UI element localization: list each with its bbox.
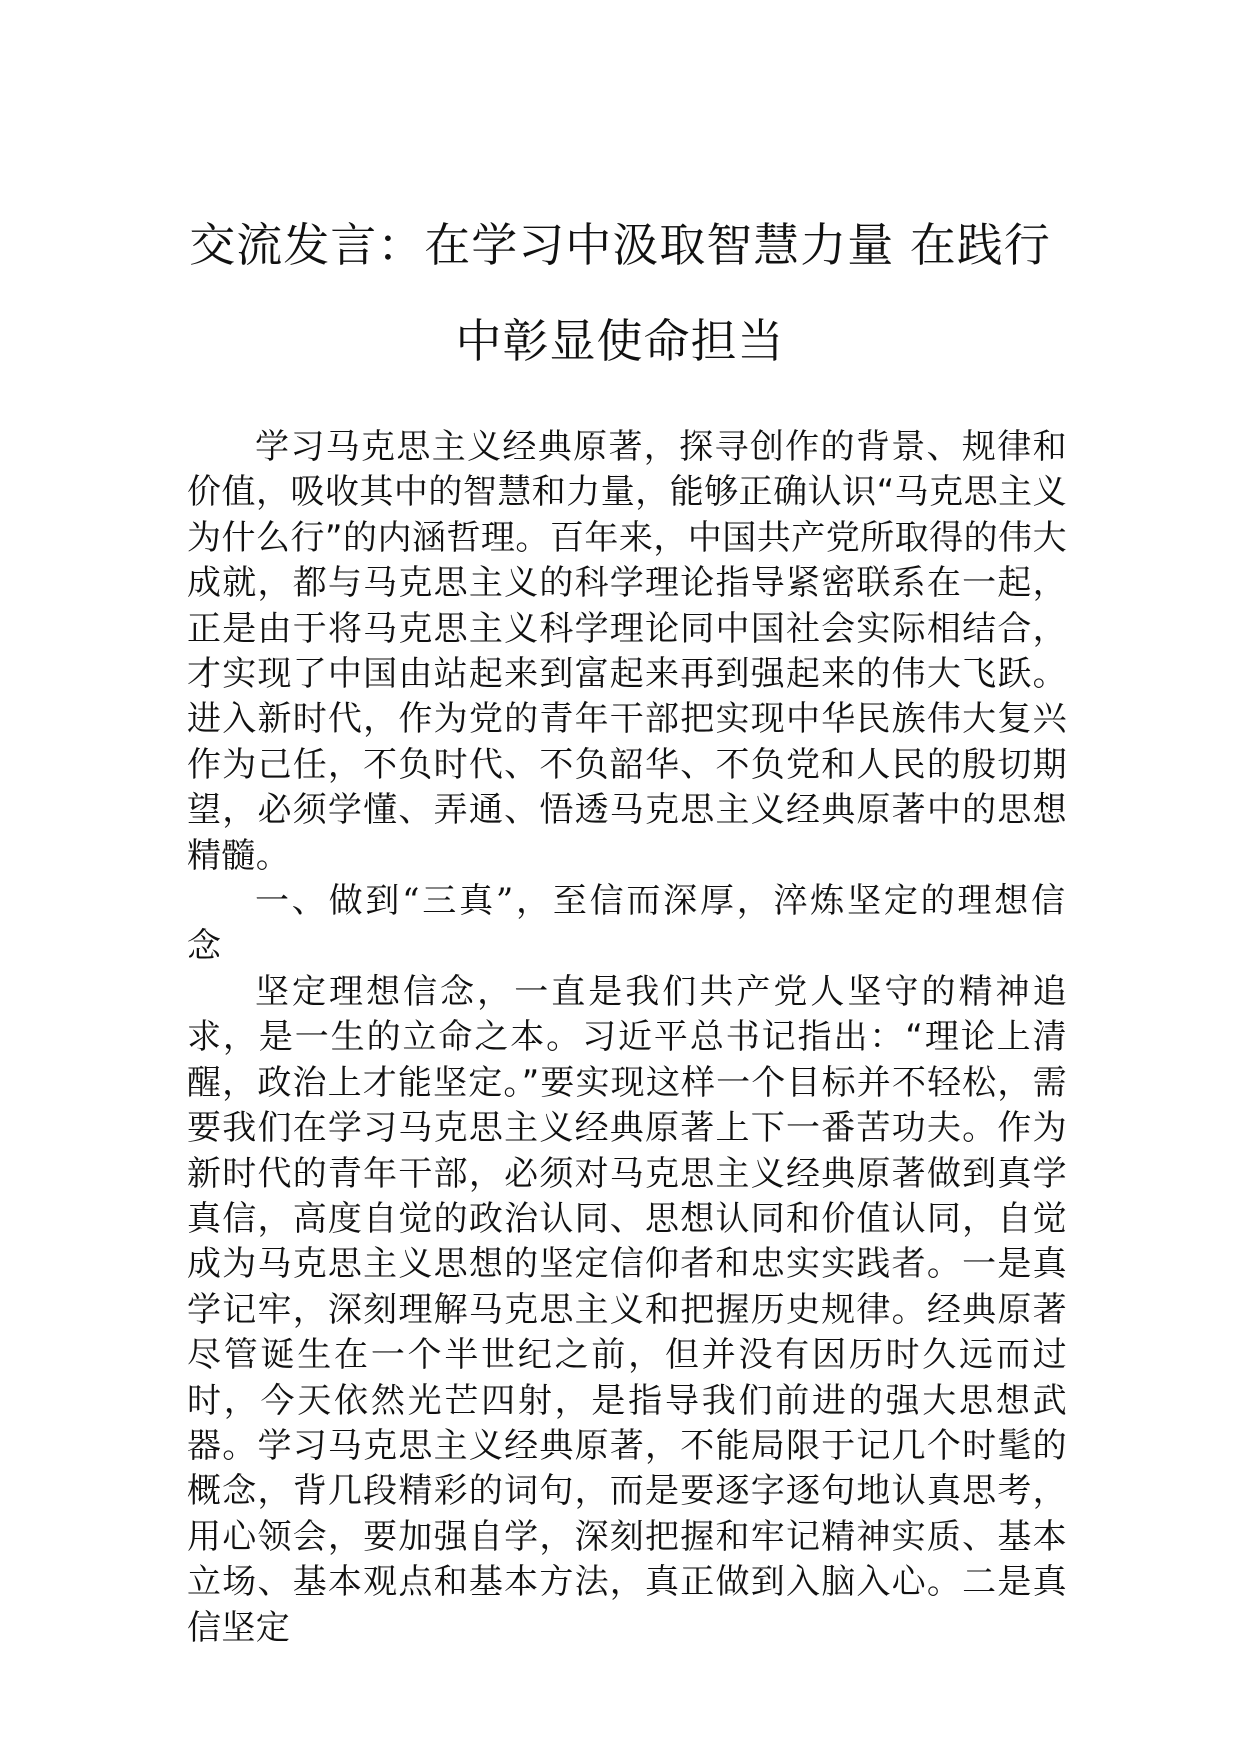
- intro-paragraph: 学习马克思主义经典原著，探寻创作的背景、规律和价值，吸收其中的智慧和力量，能够正确认识“马克思主义为什么行”的内涵哲理。百年来，中国共产党所取得的伟大成就，都与马克思主义的科学理论指导紧密联系在一起，正是由于将马克思主义科学理论同中国社会实际相结合，才实现了中国由站起来到富起来再到强起来的伟大飞跃。进入新时代，作为党的青年干部把实现中华民族伟大复兴作为己任，不负时代、不负韶华、不负党和人民的殷切期望，必须学懂、弄通、悟透马克思主义经典原著中的思想精髓。: [187, 427, 1067, 876]
- document-title-line-1: 交流发言：在学习中汲取智慧力量 在践行: [189, 218, 1051, 272]
- section-heading-1: 一、做到“三真”，至信而深厚，淬炼坚定的理想信念: [187, 881, 1067, 967]
- document-body: [187, 425, 1067, 1651]
- section-1-paragraph: 坚定理想信念，一直是我们共产党人坚守的精神追求，是一生的立命之本。习近平总书记指出：“理论上清醒，政治上才能坚定。”要实现这样一个目标并不轻松，需要我们在学习马克思主义经典原著上下一番苦功夫。作为新时代的青年干部，必须对马克思主义经典原著做到真学真信，高度自觉的政治认同、思想认同和价值认同，自觉成为马克思主义思想的坚定信仰者和忠实实践者。一是真学记牢，深刻理解马克思主义和把握历史规律。经典原著尽管诞生在一个半世纪之前，但并没有因历时久远而过时，今天依然光芒四射，是指导我们前进的强大思想武器。学习马克思主义经典原著，不能局限于记几个时髦的概念，背几段精彩的词句，而是要逐字逐句地认真思考，用心领会，要加强自学，深刻把握和牢记精神实质、基本立场、基本观点和基本方法，真正做到入脑入心。二是真信坚定: [187, 971, 1067, 1648]
- document-title-line-2: 中彰显使命担当: [455, 314, 785, 368]
